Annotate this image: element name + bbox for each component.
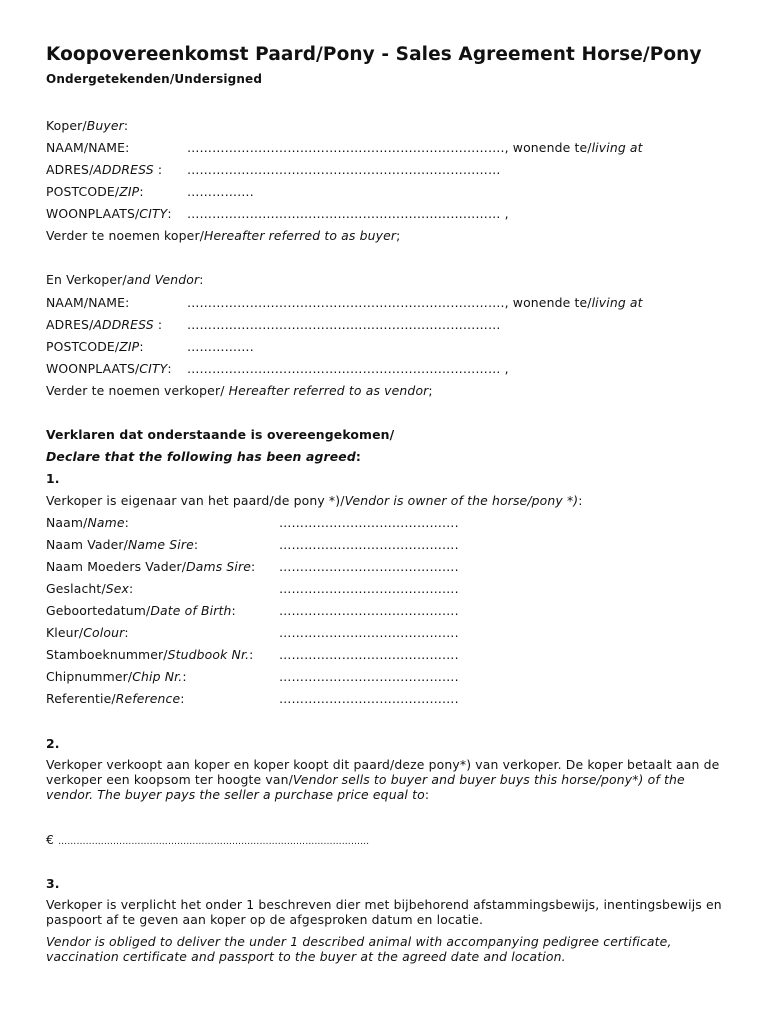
- sex-field[interactable]: …………………………………….: [279, 581, 459, 596]
- section-3-number: 3.: [46, 876, 60, 891]
- sire-name-label: Naam Vader/Name Sire:: [46, 537, 199, 552]
- buyer-address-field[interactable]: …………………………………………………………………: [187, 162, 501, 177]
- vendor-name-label: NAAM/NAME:: [46, 295, 130, 310]
- section-1-number: 1.: [46, 471, 60, 486]
- vendor-name-field[interactable]: …………………………………………………………………., wonende te/living at: [187, 295, 643, 310]
- colour-label: Kleur/Colour:: [46, 625, 129, 640]
- vendor-zip-label: POSTCODE/ZIP:: [46, 339, 144, 354]
- horse-name-label: Naam/Name:: [46, 515, 129, 530]
- colour-field[interactable]: …………………………………….: [279, 625, 459, 640]
- vendor-heading: En Verkoper/and Vendor:: [46, 272, 204, 287]
- studbook-number-field[interactable]: …………………………………….: [279, 647, 459, 662]
- buyer-hereafter: Verder te noemen koper/Hereafter referred to as buyer;: [46, 228, 401, 243]
- section-2-number: 2.: [46, 736, 60, 751]
- dams-sire-field[interactable]: …………………………………….: [279, 559, 459, 574]
- buyer-name-label: NAAM/NAME:: [46, 140, 130, 155]
- buyer-city-field[interactable]: ………………………………………………………………… ,: [187, 206, 509, 221]
- vendor-zip-field[interactable]: …………….: [187, 339, 254, 354]
- vendor-address-label: ADRES/ADDRESS :: [46, 317, 163, 332]
- dams-sire-label: Naam Moeders Vader/Dams Sire:: [46, 559, 256, 574]
- chip-number-label: Chipnummer/Chip Nr.:: [46, 669, 187, 684]
- section-3-text-nl: Verkoper is verplicht het onder 1 beschreven dier met bijbehorend afstammingsbewijs, inentingsbewijs en paspoort af te geven aan koper op de afgesproken datum en locatie.: [46, 897, 722, 927]
- vendor-city-label: WOONPLAATS/CITY:: [46, 361, 172, 376]
- document-subtitle: Ondergetekenden/Undersigned: [46, 72, 263, 86]
- buyer-name-field[interactable]: …………………………………………………………………., wonende te/living at: [187, 140, 643, 155]
- horse-name-field[interactable]: …………………………………….: [279, 515, 459, 530]
- sire-name-field[interactable]: …………………………………….: [279, 537, 459, 552]
- section-2-text: Verkoper verkoopt aan koper en koper koopt dit paard/deze pony*) van verkoper. De koper betaalt aan de verkoper een koopsom ter hoogte van/Vendor sells to buyer and buyer buys this horse/pony*) of the vendor. The buyer pays the seller a purchase price equal to:: [46, 757, 720, 802]
- chip-number-field[interactable]: …………………………………….: [279, 669, 459, 684]
- vendor-city-field[interactable]: ………………………………………………………………… ,: [187, 361, 509, 376]
- buyer-city-label: WOONPLAATS/CITY:: [46, 206, 172, 221]
- section-3-text-en: Vendor is obliged to deliver the under 1 described animal with accompanying pedigree certificate, vaccination certificate and passport to the buyer at the agreed date and location.: [46, 934, 672, 964]
- reference-field[interactable]: …………………………………….: [279, 691, 459, 706]
- purchase-price-field[interactable]: € …………………………………………………………………………………………: [46, 832, 370, 847]
- date-of-birth-field[interactable]: …………………………………….: [279, 603, 459, 618]
- date-of-birth-label: Geboortedatum/Date of Birth:: [46, 603, 236, 618]
- vendor-address-field[interactable]: …………………………………………………………………: [187, 317, 501, 332]
- vendor-hereafter: Verder te noemen verkoper/ Hereafter referred to as vendor;: [46, 383, 433, 398]
- declaration-line-en: Declare that the following has been agreed:: [46, 449, 361, 464]
- document-title: Koopovereenkomst Paard/Pony - Sales Agreement Horse/Pony: [46, 44, 702, 65]
- declaration-line-nl: Verklaren dat onderstaande is overeengekomen/: [46, 427, 395, 442]
- buyer-address-label: ADRES/ADDRESS :: [46, 162, 163, 177]
- buyer-zip-label: POSTCODE/ZIP:: [46, 184, 144, 199]
- sex-label: Geslacht/Sex:: [46, 581, 134, 596]
- section-1-intro: Verkoper is eigenaar van het paard/de pony *)/Vendor is owner of the horse/pony *):: [46, 493, 583, 508]
- buyer-zip-field[interactable]: …………….: [187, 184, 254, 199]
- reference-label: Referentie/Reference:: [46, 691, 185, 706]
- buyer-heading: Koper/Buyer:: [46, 118, 129, 133]
- studbook-number-label: Stamboeknummer/Studbook Nr.:: [46, 647, 254, 662]
